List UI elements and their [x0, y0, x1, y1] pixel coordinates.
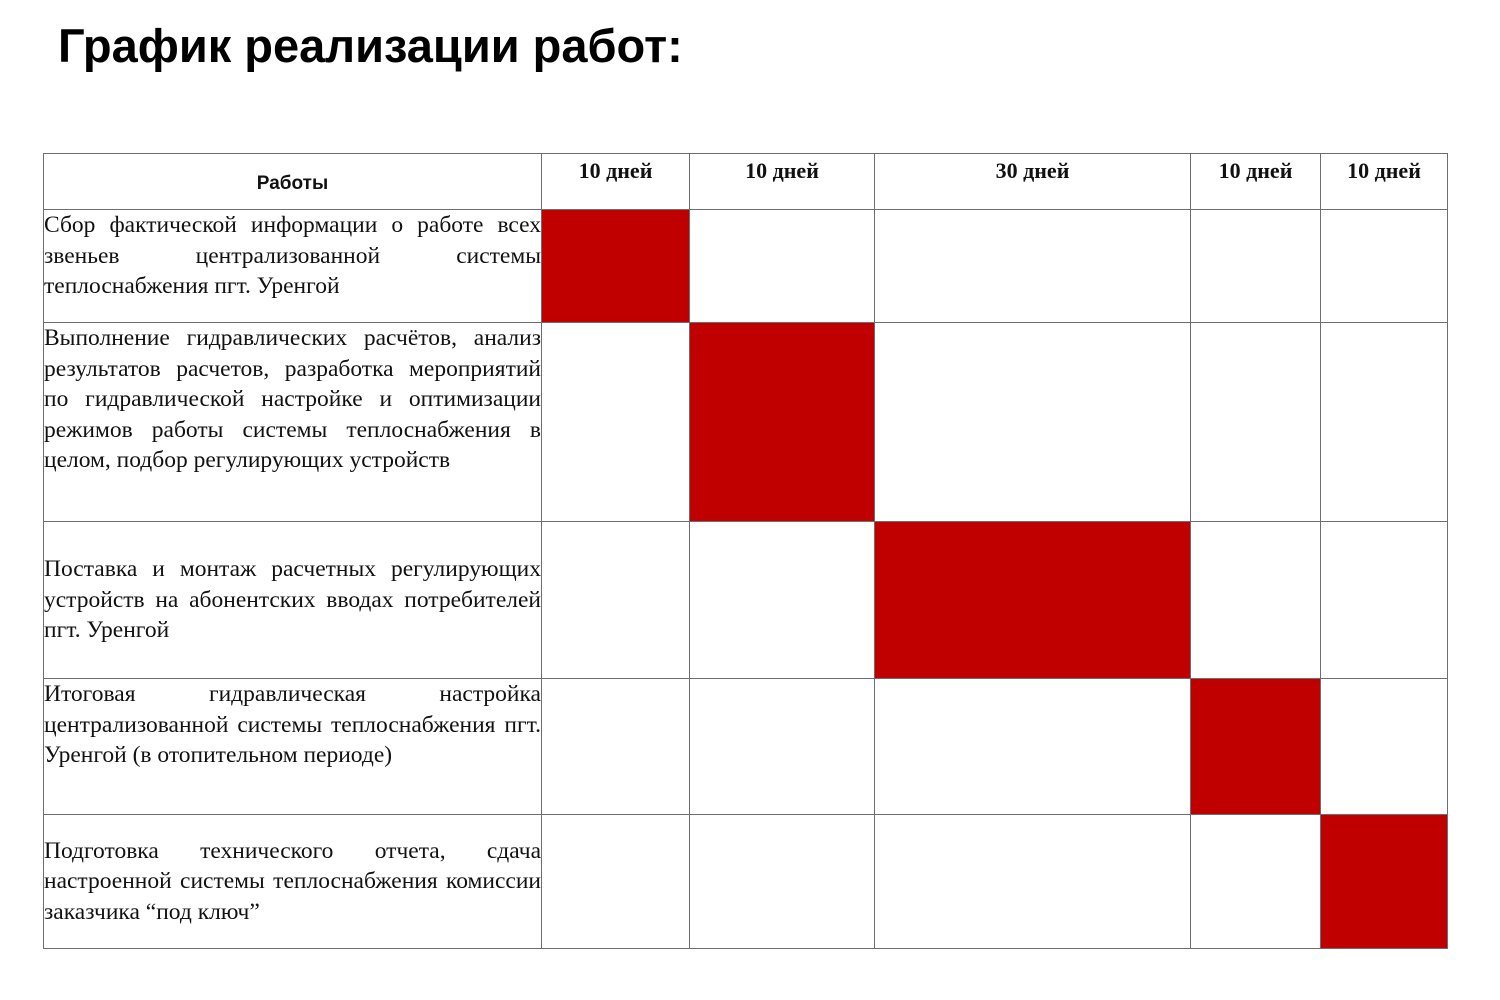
table-row: [44, 679, 1448, 815]
table-row: [44, 815, 1448, 949]
schedule-bar: [1191, 679, 1321, 815]
period-header-2: 10 дней: [690, 154, 875, 210]
schedule-cell: [690, 815, 875, 949]
work-schedule-table: [43, 153, 1448, 949]
schedule-cell: [1321, 522, 1448, 679]
schedule-bar: [542, 210, 690, 323]
schedule-cell: [1321, 323, 1448, 522]
schedule-cell: [1191, 323, 1321, 522]
task-description: Итоговая гидравлическая настройка централизованной системы теплоснабжения пгт. Уренгой (в отопительном периоде): [44, 679, 542, 815]
schedule-cell: [690, 679, 875, 815]
schedule-cell: [542, 522, 690, 679]
schedule-cell: [1321, 679, 1448, 815]
table-row: [44, 323, 1448, 522]
schedule-cell: [875, 815, 1191, 949]
schedule-cell: [875, 323, 1191, 522]
task-description: Подготовка технического отчета, сдача настроенной системы теплоснабжения комиссии заказчика “под ключ”: [44, 815, 542, 949]
schedule-bar: [875, 522, 1191, 679]
schedule-cell: [875, 679, 1191, 815]
page-title: График реализации работ:: [58, 19, 683, 72]
period-header-4: 10 дней: [1191, 154, 1321, 210]
period-header-3: 30 дней: [875, 154, 1191, 210]
period-header-5: 10 дней: [1321, 154, 1448, 210]
schedule-cell: [542, 815, 690, 949]
task-description: Выполнение гидравлических расчётов, анализ результатов расчетов, разработка мероприятий по гидравлической настройке и оптимизации режимов работы системы теплоснабжения в целом, подбор регулирующих устройств: [44, 323, 542, 522]
schedule-bar: [690, 323, 875, 522]
schedule-cell: [875, 210, 1191, 323]
table-row: [44, 210, 1448, 323]
schedule-cell: [542, 323, 690, 522]
schedule-bar: [1321, 815, 1448, 949]
task-description: Поставка и монтаж расчетных регулирующих устройств на абонентских вводах потребителей пгт. Уренгой: [44, 522, 542, 679]
task-description: Сбор фактической информации о работе всех звеньев централизованной системы теплоснабжения пгт. Уренгой: [44, 210, 542, 323]
schedule-cell: [1191, 210, 1321, 323]
period-header-1: 10 дней: [542, 154, 690, 210]
table-header-row: [44, 154, 1448, 210]
schedule-cell: [1321, 210, 1448, 323]
schedule-cell: [690, 210, 875, 323]
schedule-cell: [1191, 522, 1321, 679]
table-row: [44, 522, 1448, 679]
schedule-cell: [542, 679, 690, 815]
schedule-cell: [1191, 815, 1321, 949]
schedule-cell: [690, 522, 875, 679]
works-column-header: Работы: [44, 154, 542, 210]
